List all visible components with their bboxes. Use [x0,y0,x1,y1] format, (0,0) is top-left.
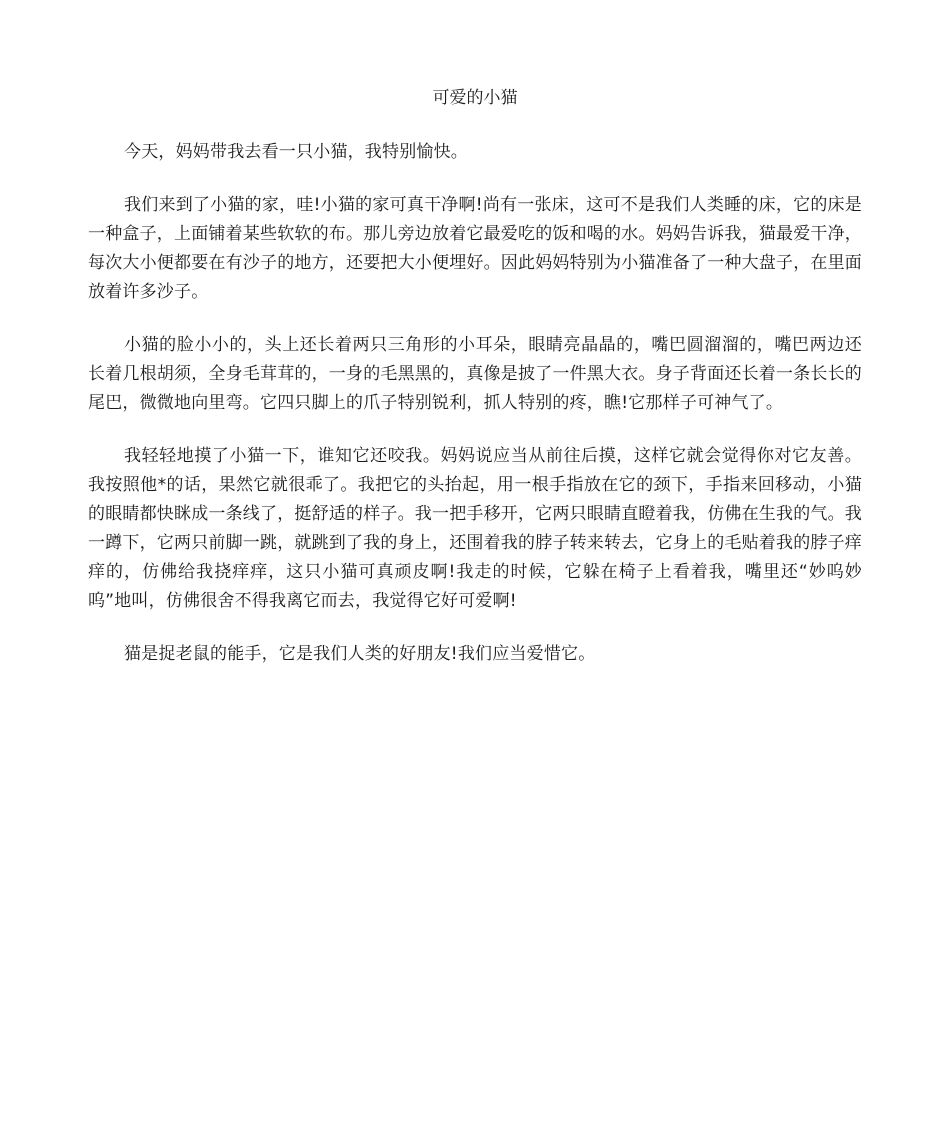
document-title: 可爱的小猫 [432,88,518,108]
paragraph-2: 我们来到了小猫的家，哇!小猫的家可真干净啊!尚有一张床，这可不是我们人类睡的床，它的床是一种盒子，上面铺着某些软软的布。那儿旁边放着它最爱吃的饭和喝的水。妈妈告诉我，猫最爱干净，每次大小便都要在有沙子的地方，还要把大小便埋好。因此妈妈特别为小猫准备了一种大盘子，在里面放着许多沙子。 [88,195,862,302]
paragraph-5: 猫是捉老鼠的能手，它是我们人类的好朋友!我们应当爱惜它。 [124,644,596,664]
paragraph-1: 今天，妈妈带我去看一只小猫，我特别愉快。 [124,142,468,162]
paragraph-3: 小猫的脸小小的，头上还长着两只三角形的小耳朵，眼睛亮晶晶的，嘴巴圆溜溜的，嘴巴两边还长着几根胡须，全身毛茸茸的，一身的毛黑黑的，真像是披了一件黑大衣。身子背面还长着一条长长的尾巴，微微地向里弯。它四只脚上的爪子特别锐利，抓人特别的疼，瞧!它那样子可神气了。 [88,335,862,413]
paragraph-4: 我轻轻地摸了小猫一下，谁知它还咬我。妈妈说应当从前往后摸，这样它就会觉得你对它友善。我按照他*的话，果然它就很乖了。我把它的头抬起，用一根手指放在它的颈下，手指来回移动，小猫的眼睛都快眯成一条线了，挺舒适的样子。我一把手移开，它两只眼睛直瞪着我，仿佛在生我的气。我一蹲下，它两只前脚一跳，就跳到了我的身上，还围着我的脖子转来转去，它身上的毛贴着我的脖子痒痒的，仿佛给我挠痒痒，这只小猫可真顽皮啊!我走的时候，它躲在椅子上看着我，嘴里还“妙呜妙呜”地叫，仿佛很舍不得我离它而去，我觉得它好可爱啊! [88,446,862,611]
